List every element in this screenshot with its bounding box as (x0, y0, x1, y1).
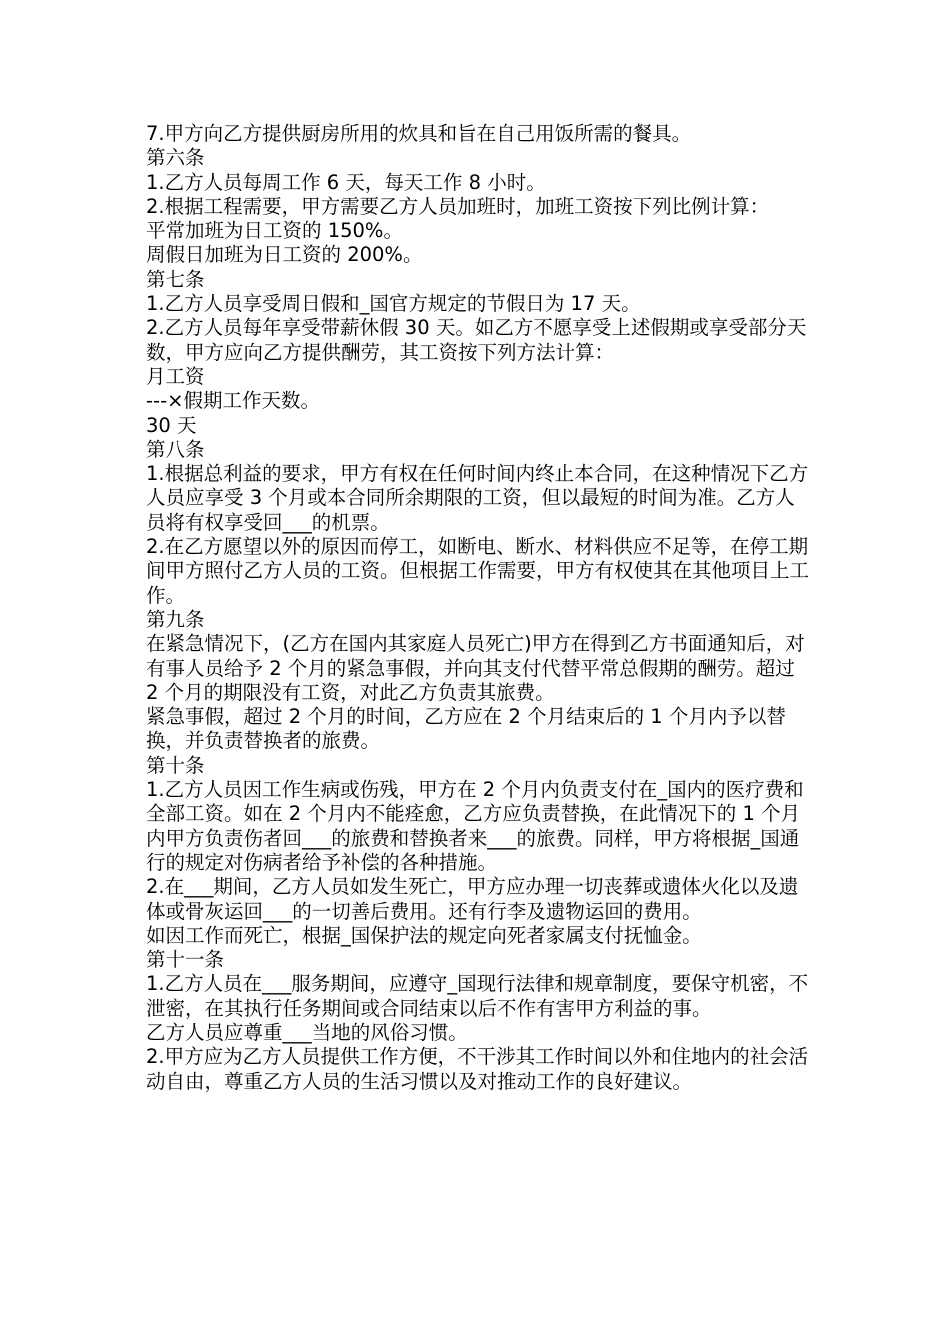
paragraph-clause-7-item-7: 7.甲方向乙方提供厨房所用的炊具和旨在自己用饭所需的餐具。 (146, 122, 692, 145)
paragraph-article-8-item-2: 2.在乙方愿望以外的原因而停工，如断电、断水、材料供应不足等，在停工期间甲方照付乙方人员的工资。但根据工作需要，甲方有权使其在其他项目上工作。 (146, 535, 810, 607)
paragraph-article-9-body: 在紧急情况下，(乙方在国内其家庭人员死亡)甲方在得到乙方书面通知后，对有事人员给予 2 个月的紧急事假，并向其支付代替平常总假期的酬劳。超过 2 个月的期限没有工资，对此乙方负责其旅费。 (146, 632, 805, 704)
heading-article-7: 第七条 (146, 267, 205, 291)
paragraph-article-8-item-1: 1.根据总利益的要求，甲方有权在任何时间内终止本合同，在这种情况下乙方人员应享受 3 个月或本合同所余期限的工资，但以最短的时间为准。乙方人员将有权享受回___的机票。 (146, 462, 809, 534)
heading-article-8: 第八条 (146, 437, 205, 461)
heading-article-11: 第十一条 (146, 948, 225, 972)
paragraph-article-10-item-2: 2.在___期间，乙方人员如发生死亡，甲方应办理一切丧葬或遗体火化以及遗体或骨灰运回___的一切善后费用。还有行李及遗物运回的费用。 (146, 875, 799, 923)
paragraph-article-6-item-2: 2.根据工程需要，甲方需要乙方人员加班时，加班工资按下列比例计算： (146, 194, 770, 218)
paragraph-article-11-item-1: 1.乙方人员在___服务期间，应遵守_国现行法律和规章制度，要保守机密，不泄密，在其执行任务期间或合同结束以后不作有害甲方利益的事。 (146, 972, 809, 1020)
paragraph-article-7-item-2: 2.乙方人员每年享受带薪休假 30 天。如乙方不愿享受上述假期或享受部分天数，甲方应向乙方提供酬劳，其工资按下列方法计算： (146, 316, 807, 364)
paragraph-overtime-weekend: 周假日加班为日工资的 200%。 (146, 243, 423, 267)
formula-line: ---×假期工作天数。 (146, 389, 320, 413)
formula-denominator: 30 天 (146, 413, 197, 437)
heading-article-10: 第十条 (146, 753, 205, 777)
paragraph-article-9-replacement: 紧急事假，超过 2 个月的时间，乙方应在 2 个月结束后的 1 个月内予以替换，并负责替换者的旅费。 (146, 705, 786, 753)
paragraph-article-6-item-1: 1.乙方人员每周工作 6 天，每天工作 8 小时。 (146, 170, 546, 194)
heading-article-9: 第九条 (146, 607, 205, 631)
paragraph-article-7-item-1: 1.乙方人员享受周日假和_国官方规定的节假日为 17 天。 (146, 292, 641, 316)
paragraph-article-11-customs: 乙方人员应尊重___当地的风俗习惯。 (146, 1020, 468, 1044)
document-page (146, 122, 810, 1094)
paragraph-article-11-item-2: 2.甲方应为乙方人员提供工作方便，不干涉其工作时间以外和住地内的社会活动自由，尊重乙方人员的生活习惯以及对推动工作的良好建议。 (146, 1045, 809, 1093)
paragraph-article-10-item-1: 1.乙方人员因工作生病或伤残，甲方在 2 个月内负责支付在_国内的医疗费和全部工资。如在 2 个月内不能痊愈，乙方应负责替换，在此情况下的 1 个月内甲方负责伤者回___的旅费和替换者来___的旅费。同样，甲方将根据_国通行的规定对伤病者给予补偿的各种措施。 (146, 778, 804, 874)
heading-article-6: 第六条 (146, 146, 205, 170)
paragraph-article-10-pension: 如因工作而死亡，根据_国保护法的规定向死者家属支付抚恤金。 (146, 923, 702, 947)
paragraph-overtime-normal: 平常加班为日工资的 150%。 (146, 219, 403, 243)
formula-numerator: 月工资 (146, 364, 205, 388)
